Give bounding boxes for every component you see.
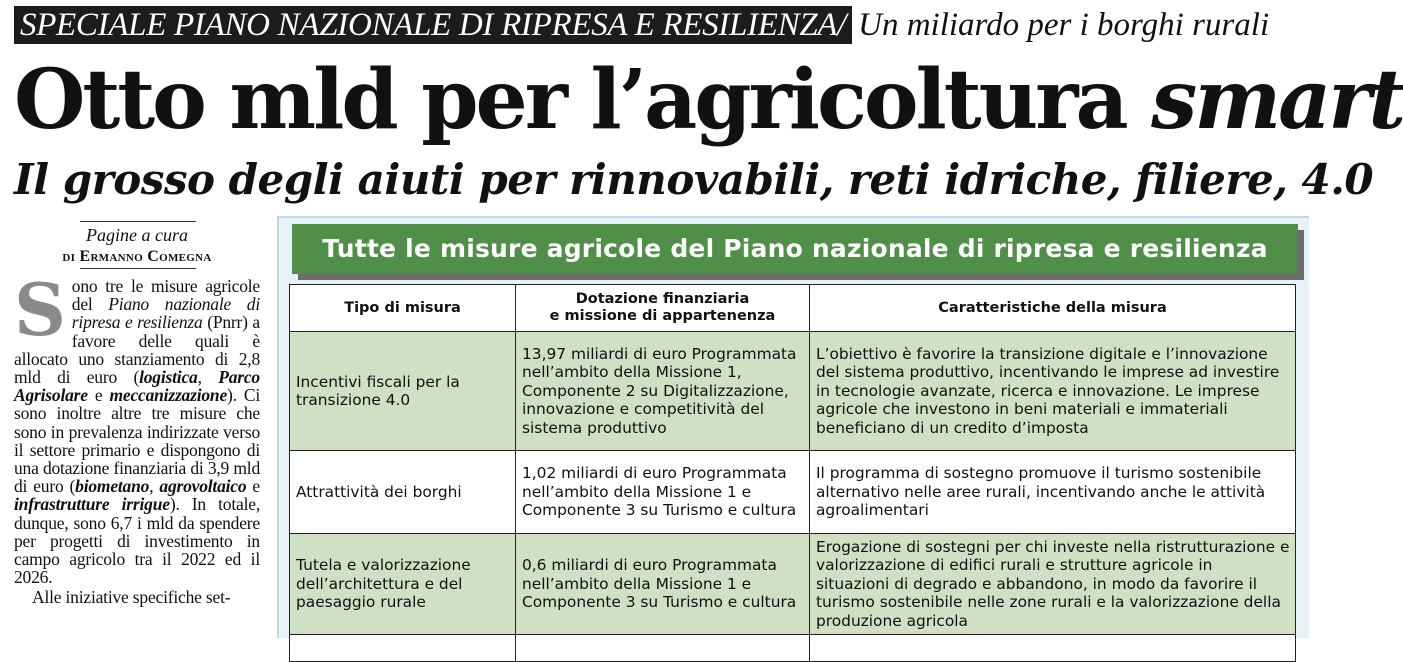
cell-features: Erogazione di sostegni per chi investe nella ristrutturazione e valorizzazione di edifici rurali e strutture agricole in situazioni di degrado e abbandono, in modo da favorire il turismo sostenibile nelle zone rurali e la valorizzazione della produzione agricola [810, 534, 1296, 635]
kicker-subtitle: Un miliardo per i borghi rurali [858, 7, 1270, 43]
table-header-row [290, 285, 1296, 332]
byline-rule-bottom [80, 268, 196, 269]
article-text: ). Ci sono inoltre altre tre misure che sono in prevalenza indirizzate verso il settore primario e dispongono di una dotazione finanziaria di 3,9 mld di euro ( [14, 385, 260, 497]
article-text: , [197, 367, 219, 388]
cell-funding: 0,6 miliardi di euro Programmata nell’ambito della Missione 1 e Componente 3 su Turismo e cultura [516, 534, 810, 635]
cell-features: L’obiettivo è favorire la transizione digitale e l’innovazione del sistema produttivo, incentivando le imprese ad investire in tecnologie avanzate, ricerca e innovazione. Le imprese agricole che investono in beni materiali e immateriali beneficiano di un credito d’imposta [810, 332, 1296, 451]
article-italic: Piano nazionale di ripresa e resilienza [71, 294, 260, 333]
article-text: ono tre le misure agricole del [71, 276, 260, 315]
cell-features: Il programma di sostegno promuove il turismo sostenibile alternativo nelle aree rurali, incentivando anche le attività agroalimentari [810, 451, 1296, 534]
header-features: Caratteristiche della misura [810, 285, 1296, 332]
table-title-banner: Tutte le misure agricole del Piano nazionale di ripresa e resilienza [292, 224, 1298, 274]
byline-curated: Pagine a cura [86, 225, 188, 245]
table-row [290, 534, 1296, 635]
byline-author: di Ermanno Comegna [62, 248, 212, 265]
table-row [290, 451, 1296, 534]
article-text: , [149, 476, 160, 497]
page-subheadline: Il grosso degli aiuti per rinnovabili, reti idriche, filiere, 4.0 [14, 155, 1374, 204]
headline-main: Otto mld per l’agricoltura [14, 52, 1126, 148]
header-funding [516, 285, 810, 332]
article-text: e [246, 476, 260, 497]
cell-type: Incentivi fiscali per la transizione 4.0 [290, 332, 516, 451]
measures-table [289, 284, 1296, 662]
article-text: (Pnrr) a favore delle quali è allocato uno stanziamento di 2,8 mld di euro ( [14, 312, 260, 388]
article-keyword: biometano [75, 476, 150, 497]
header-type: Tipo di misura [290, 285, 516, 332]
cell-type: Tutela e valorizzazione dell’architettura e del paesaggio rurale [290, 534, 516, 635]
section-kicker [14, 6, 1269, 44]
article-paragraph-2: Alle iniziative specifiche set- [32, 587, 231, 608]
cell-empty [516, 635, 810, 662]
cell-funding: 1,02 miliardi di euro Programmata nell’ambito della Missione 1 e Componente 3 su Turismo e cultura [516, 451, 810, 534]
article-text: e [87, 385, 110, 406]
table-row-partial [290, 635, 1296, 662]
cell-empty [810, 635, 1296, 662]
article-keyword: infrastrutture irrigue [14, 494, 170, 515]
article-body [14, 267, 260, 631]
article-keyword: meccanizzazione [109, 385, 228, 406]
headline-emphasis: smart [1151, 52, 1403, 148]
article-dropcap: S [14, 267, 66, 352]
article-keyword: agrovoltaico [159, 476, 247, 497]
header-funding-line2: e missione di appartenenza [549, 308, 776, 324]
table-row [290, 332, 1296, 451]
article-text: ). In totale, dunque, sono 6,7 i mld da spendere per progetti di investimento in campo agricolo tra il 2022 ed il 2026. [14, 494, 260, 588]
page-headline [14, 52, 1403, 148]
header-funding-line1: Dotazione finanziaria [575, 291, 750, 307]
article-keyword: Parco Agrisolare [14, 367, 260, 406]
article-keyword: logistica [139, 367, 198, 388]
kicker-section-label: SPECIALE PIANO NAZIONALE DI RIPRESA E RESILIENZA/ [14, 6, 852, 44]
byline-rule-top [80, 221, 196, 222]
cell-funding: 13,97 miliardi di euro Programmata nell’ambito della Missione 1, Componente 2 su Digitalizzazione, innovazione e competitività del sistema produttivo [516, 332, 810, 451]
cell-type: Attrattività dei borghi [290, 451, 516, 534]
cell-empty [290, 635, 516, 662]
